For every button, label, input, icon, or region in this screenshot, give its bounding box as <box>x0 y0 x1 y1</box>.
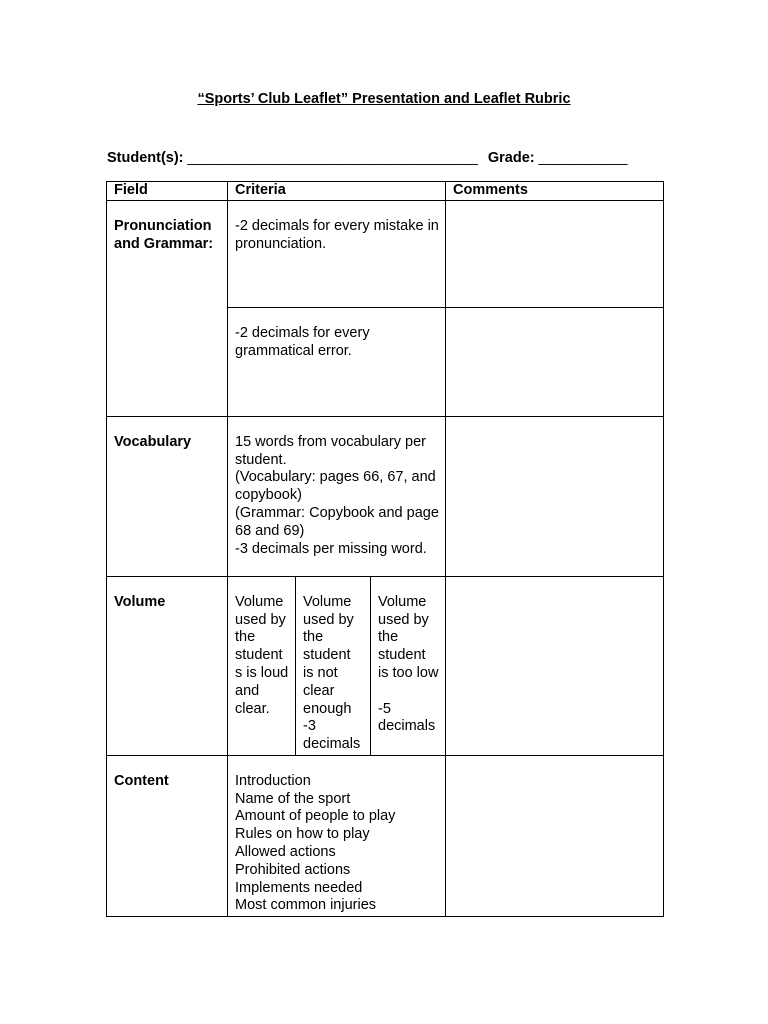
volume-level-1: Volume used by the student s is loud and clear. <box>228 576 296 755</box>
header-field: Field <box>107 182 228 201</box>
vocabulary-line: -3 decimals per missing word. <box>235 540 427 557</box>
volume-level-2-text: Volume used by the student is not clear enough <box>303 593 354 717</box>
field-content: Content <box>107 755 228 916</box>
volume-level-2 <box>296 576 371 755</box>
comments-content <box>446 755 664 916</box>
comments-grammar <box>446 307 664 416</box>
header-comments: Comments <box>446 182 664 201</box>
criteria-content <box>228 755 446 916</box>
field-vocabulary: Vocabulary <box>107 416 228 576</box>
volume-level-3 <box>371 576 446 755</box>
student-blank: ____________________________________ <box>187 150 478 166</box>
content-line: Amount of people to play <box>235 808 396 825</box>
table-header-row <box>107 182 664 201</box>
table-row-content <box>107 755 664 916</box>
field-pronunciation: Pronunciation and Grammar: <box>107 200 228 416</box>
field-volume: Volume <box>107 576 228 755</box>
volume-level-3-penalty: -5 decimals <box>378 700 436 735</box>
content-line: Prohibited actions <box>235 861 351 878</box>
content-line: Most common injuries <box>235 897 377 914</box>
grade-blank: ___________ <box>538 150 628 166</box>
volume-level-2-penalty: -3 decimals <box>303 718 361 753</box>
rubric-table <box>106 181 664 917</box>
table-row-pronunciation <box>107 200 664 307</box>
student-label: Student(s): <box>107 150 184 166</box>
comments-volume <box>446 576 664 755</box>
header-criteria: Criteria <box>228 182 446 201</box>
comments-pronunciation <box>446 200 664 307</box>
grade-label: Grade: <box>487 150 535 166</box>
student-grade-line <box>107 150 627 166</box>
document-title: “Sports’ Club Leaflet” Presentation and Leaflet Rubric <box>197 91 571 107</box>
content-line: Implements needed <box>235 879 363 896</box>
criteria-grammar: -2 decimals for every grammatical error. <box>228 307 446 416</box>
criteria-vocabulary <box>228 416 446 576</box>
table-row-volume <box>107 576 664 755</box>
volume-spacer <box>378 683 439 701</box>
volume-level-3-text: Volume used by the student is too low <box>378 593 439 681</box>
vocabulary-line: 15 words from vocabulary per student. <box>235 433 426 468</box>
content-line: Allowed actions <box>235 843 336 860</box>
vocabulary-line: (Vocabulary: pages 66, 67, and copybook) <box>235 469 436 504</box>
criteria-pronunciation: -2 decimals for every mistake in pronunciation. <box>228 200 446 307</box>
content-line: Rules on how to play <box>235 826 370 843</box>
content-line: Name of the sport <box>235 790 351 807</box>
content-line: Introduction <box>235 772 311 789</box>
table-row-vocabulary <box>107 416 664 576</box>
comments-vocabulary <box>446 416 664 576</box>
vocabulary-line: (Grammar: Copybook and page 68 and 69) <box>235 504 439 539</box>
